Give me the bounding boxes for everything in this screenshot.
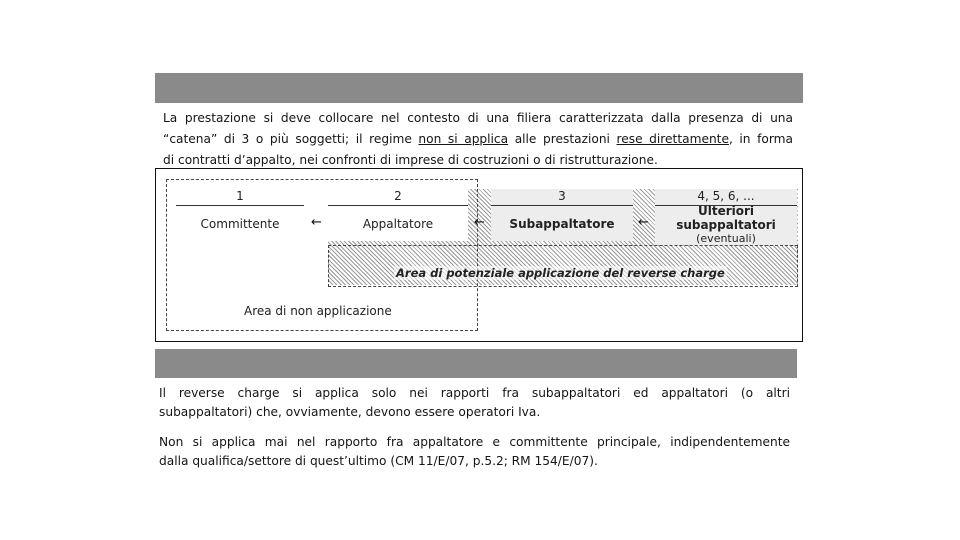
label-subappaltatore: Subappaltatore bbox=[509, 217, 615, 231]
arrow-left-icon: ← bbox=[638, 215, 649, 230]
column-number-1: 1 bbox=[236, 189, 244, 203]
supply-chain-diagram bbox=[155, 168, 803, 342]
divider-line bbox=[176, 205, 304, 206]
box-appaltatore bbox=[328, 189, 468, 241]
underlined-rese-direttamente: rese direttamente bbox=[616, 132, 729, 146]
column-number-2: 2 bbox=[394, 189, 402, 203]
bottom-para1-line1: Il reverse charge si applica solo nei rapporti fra subappaltatori ed appaltatori (o altri bbox=[159, 386, 790, 400]
box-committente bbox=[176, 189, 304, 241]
divider-line bbox=[328, 205, 468, 206]
label-eventuali: (eventuali) bbox=[696, 232, 756, 245]
bottom-para2-line1: Non si applica mai nel rapporto fra appaltatore e committente principale, indipendentemente bbox=[159, 435, 790, 449]
label-committente: Committente bbox=[200, 217, 280, 231]
box-ulteriori-subappaltatori bbox=[655, 189, 797, 245]
divider-line bbox=[491, 205, 633, 206]
column-number-3: 3 bbox=[558, 189, 566, 203]
underlined-non-si-applica: non si applica bbox=[418, 132, 509, 146]
label-ulteriori: Ulteriori bbox=[697, 204, 755, 218]
box-subappaltatore bbox=[491, 189, 633, 241]
column-number-4: 4, 5, 6, ... bbox=[697, 189, 755, 203]
bottom-para1-line2: subappaltatori) che, ovviamente, devono essere operatori Iva. bbox=[159, 405, 541, 419]
arrow-left-icon: ← bbox=[474, 215, 485, 230]
top-text-line-3: di contratti d’appalto, nei confronti di imprese di costruzioni o di ristrutturazione. bbox=[163, 153, 658, 167]
top-header-bar bbox=[155, 73, 803, 103]
reverse-charge-area-label: Area di potenziale applicazione del reverse charge bbox=[396, 266, 725, 280]
top-text-line-2: “catena” di 3 o più soggetti; il regime non si applica alle prestazioni rese direttamente, in forma bbox=[163, 132, 793, 146]
label-appaltatore: Appaltatore bbox=[362, 217, 434, 231]
bottom-para2-line2: dalla qualifica/settore di quest’ultimo (CM 11/E/07, p.5.2; RM 154/E/07). bbox=[159, 454, 598, 468]
bottom-header-bar bbox=[155, 349, 797, 378]
label-subappaltatori: subappaltatori bbox=[676, 218, 776, 232]
non-application-area-label: Area di non applicazione bbox=[244, 304, 392, 318]
arrow-left-icon: ← bbox=[311, 215, 322, 230]
top-text-line-1: La prestazione si deve collocare nel contesto di una filiera caratterizzata dalla presenza di una bbox=[163, 111, 793, 125]
